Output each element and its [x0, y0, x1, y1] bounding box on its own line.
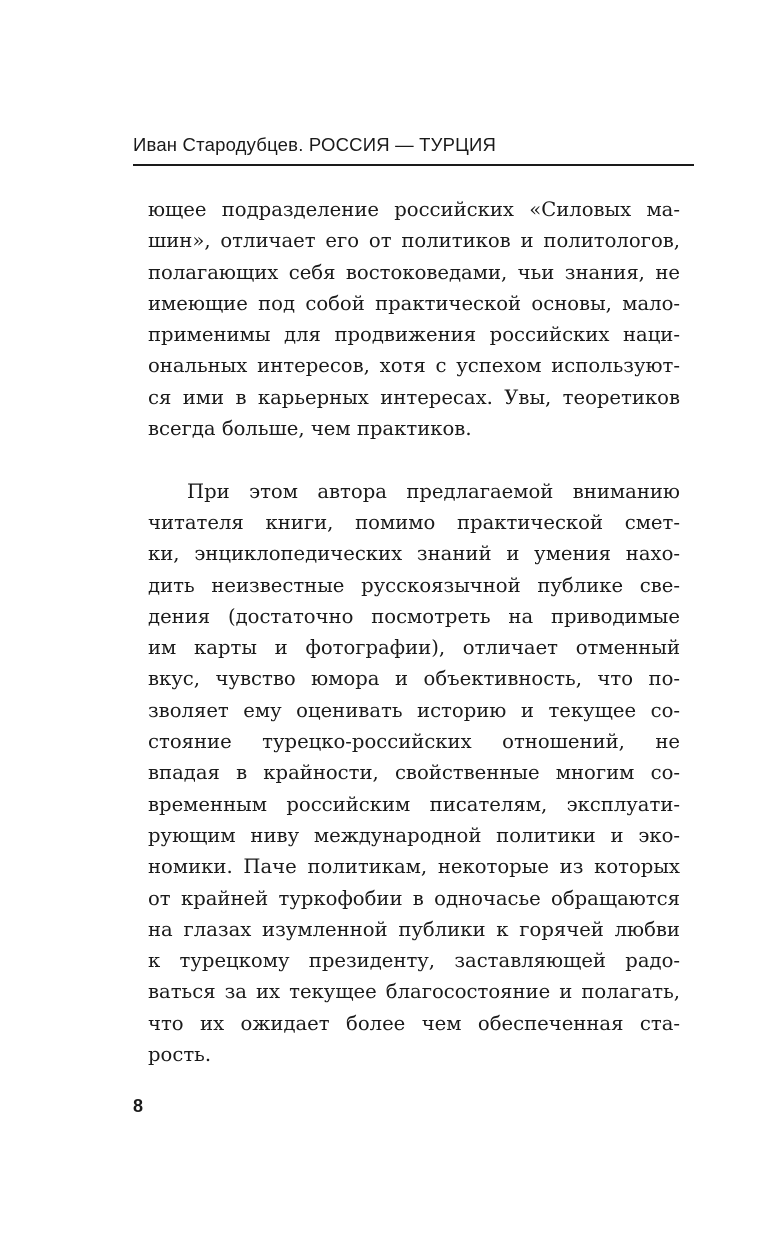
text-line: номики. Паче политикам, некоторые из которых [148, 855, 680, 879]
text-line: им карты и фотографии), отличает отменный [148, 636, 680, 660]
text-line: При этом автора предлагаемой вниманию [187, 479, 680, 503]
text-line: на глазах изумленной публики к горячей любви [148, 917, 680, 941]
text-line: стояние турецко-российских отношений, не [148, 730, 680, 754]
text-line: ональных интересов, хотя с успехом используют- [148, 354, 680, 378]
text-line: ки, энциклопедических знаний и умения нахо- [148, 542, 680, 566]
header-rule [133, 164, 694, 166]
text-line: всегда больше, чем практиков. [148, 417, 472, 441]
paragraph-2 [148, 476, 680, 1071]
text-line: ющее подразделение российских «Силовых ма- [148, 198, 680, 221]
text-line: применимы для продвижения российских наци- [148, 323, 680, 347]
text-line: читателя книги, помимо практической смет- [148, 510, 680, 534]
paragraph-gap [148, 444, 680, 475]
text-line: зволяет ему оценивать историю и текущее со- [148, 698, 680, 722]
text-line: что их ожидает более чем обеспеченная ста- [148, 1011, 680, 1035]
text-line: дить неизвестные русскоязычной публике све- [148, 573, 680, 597]
text-line: дения (достаточно посмотреть на приводимые [148, 604, 680, 628]
text-line: ся ими в карьерных интересах. Увы, теоретиков [148, 385, 680, 409]
running-head: Иван Стародубцев. РОССИЯ — ТУРЦИЯ [133, 134, 497, 155]
page-number: 8 [133, 1096, 144, 1116]
text-line: рующим ниву международной политики и эко- [148, 823, 680, 847]
text-line: шин», отличает его от политиков и политологов, [148, 229, 680, 253]
paragraph-1 [148, 194, 680, 444]
text-line: вкус, чувство юмора и объективность, что по- [148, 667, 680, 691]
text-line: ваться за их текущее благосостояние и полагать, [148, 980, 680, 1004]
text-line: от крайней туркофобии в одночасье обращаются [148, 886, 680, 910]
text-line: временным российским писателям, эксплуати- [148, 792, 680, 816]
body-text [148, 194, 680, 1070]
text-line: полагающих себя востоковедами, чьи знания, не [148, 260, 680, 284]
text-line: рость. [148, 1043, 212, 1067]
text-line: к турецкому президенту, заставляющей радо- [148, 949, 680, 973]
text-line: впадая в крайности, свойственные многим со- [148, 761, 680, 785]
text-line: имеющие под собой практической основы, мало- [148, 291, 680, 315]
